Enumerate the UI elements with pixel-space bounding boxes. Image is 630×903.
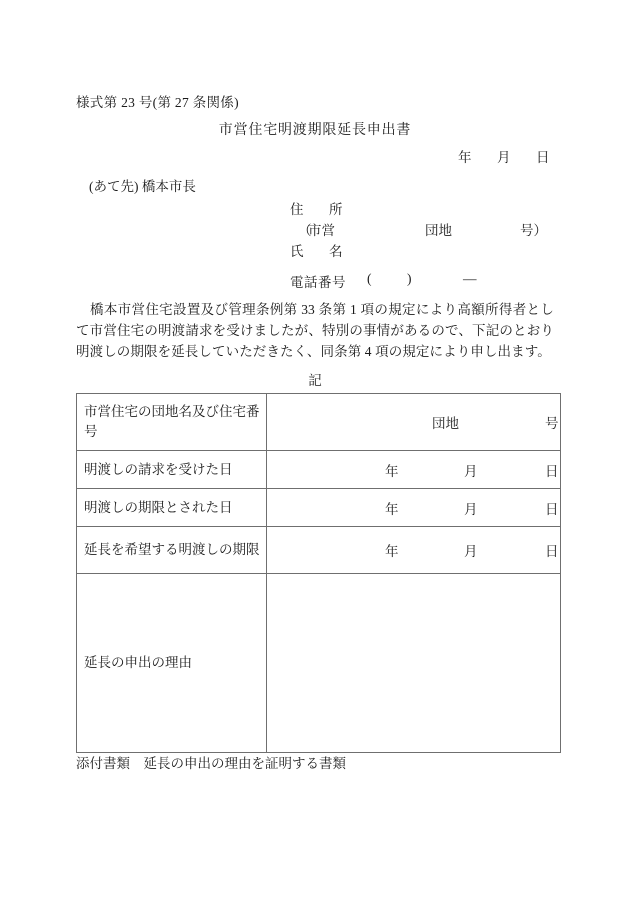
header-year-label: 年 bbox=[458, 150, 472, 165]
body-paragraph: 橋本市営住宅設置及び管理条例第 33 条第 1 項の規定により高額所得者として市営住宅の明渡請求を受けましたが、特別の事情があるので、下記のとおり明渡しの期限を延長していただきたく、同条第 4 項の規定により申し出ます。 bbox=[76, 302, 554, 359]
table-row bbox=[77, 489, 561, 527]
danchi-shiei-label: 市営 bbox=[308, 223, 335, 238]
row-value-gou: 号 bbox=[545, 416, 559, 431]
address-label: 住 所 bbox=[290, 202, 349, 217]
table-row bbox=[77, 394, 561, 451]
addressee-line: (あて先) 橋本市長 bbox=[89, 179, 196, 194]
table-row bbox=[77, 451, 561, 489]
row-label: 市営住宅の団地名及び住宅番号 bbox=[77, 394, 267, 451]
danchi-open-paren: （ bbox=[298, 223, 312, 238]
row-value-day: 日 bbox=[545, 501, 559, 517]
row-value-reason[interactable] bbox=[267, 574, 561, 753]
danchi-row bbox=[290, 219, 550, 240]
row-value[interactable] bbox=[267, 451, 561, 489]
row-value-year: 年 bbox=[385, 501, 399, 517]
header-date-line bbox=[420, 146, 550, 164]
ki-mark: 記 bbox=[308, 373, 322, 388]
table-row bbox=[77, 527, 561, 574]
phone-dash: — bbox=[463, 271, 477, 286]
phone-line bbox=[290, 271, 550, 291]
phone-open-paren: ( bbox=[367, 271, 372, 286]
name-label: 氏 名 bbox=[290, 244, 349, 259]
document-title: 市営住宅明渡期限延長申出書 bbox=[218, 123, 412, 138]
row-label: 明渡しの期限とされた日 bbox=[77, 489, 267, 527]
table-row bbox=[77, 574, 561, 753]
row-label: 明渡しの請求を受けた日 bbox=[77, 451, 267, 489]
danchi-gou-label: 号） bbox=[520, 223, 547, 238]
applicant-block bbox=[290, 198, 550, 261]
name-row bbox=[290, 240, 550, 261]
row-value[interactable] bbox=[267, 489, 561, 527]
danchi-label: 団地 bbox=[425, 223, 452, 238]
row-value[interactable] bbox=[267, 394, 561, 451]
row-value-danchi: 団地 bbox=[432, 416, 459, 431]
address-row bbox=[290, 198, 550, 219]
row-value-month: 月 bbox=[464, 463, 478, 479]
application-table bbox=[76, 393, 561, 753]
row-value-year: 年 bbox=[385, 463, 399, 479]
row-label: 延長を希望する明渡しの期限 bbox=[77, 527, 267, 574]
row-value-day: 日 bbox=[545, 463, 559, 479]
attachment-note: 添付書類 延長の申出の理由を証明する書類 bbox=[76, 756, 346, 771]
row-value-month: 月 bbox=[464, 544, 478, 559]
row-value-day: 日 bbox=[545, 544, 559, 559]
row-value-month: 月 bbox=[464, 501, 478, 517]
form-number: 様式第 23 号(第 27 条関係) bbox=[76, 95, 239, 110]
phone-close-paren: ) bbox=[407, 271, 412, 286]
phone-label: 電話番号 bbox=[290, 275, 346, 290]
header-month-label: 月 bbox=[497, 150, 511, 165]
row-value[interactable] bbox=[267, 527, 561, 574]
header-day-label: 日 bbox=[536, 150, 550, 165]
row-label: 延長の申出の理由 bbox=[77, 574, 267, 753]
row-value-year: 年 bbox=[385, 544, 399, 559]
